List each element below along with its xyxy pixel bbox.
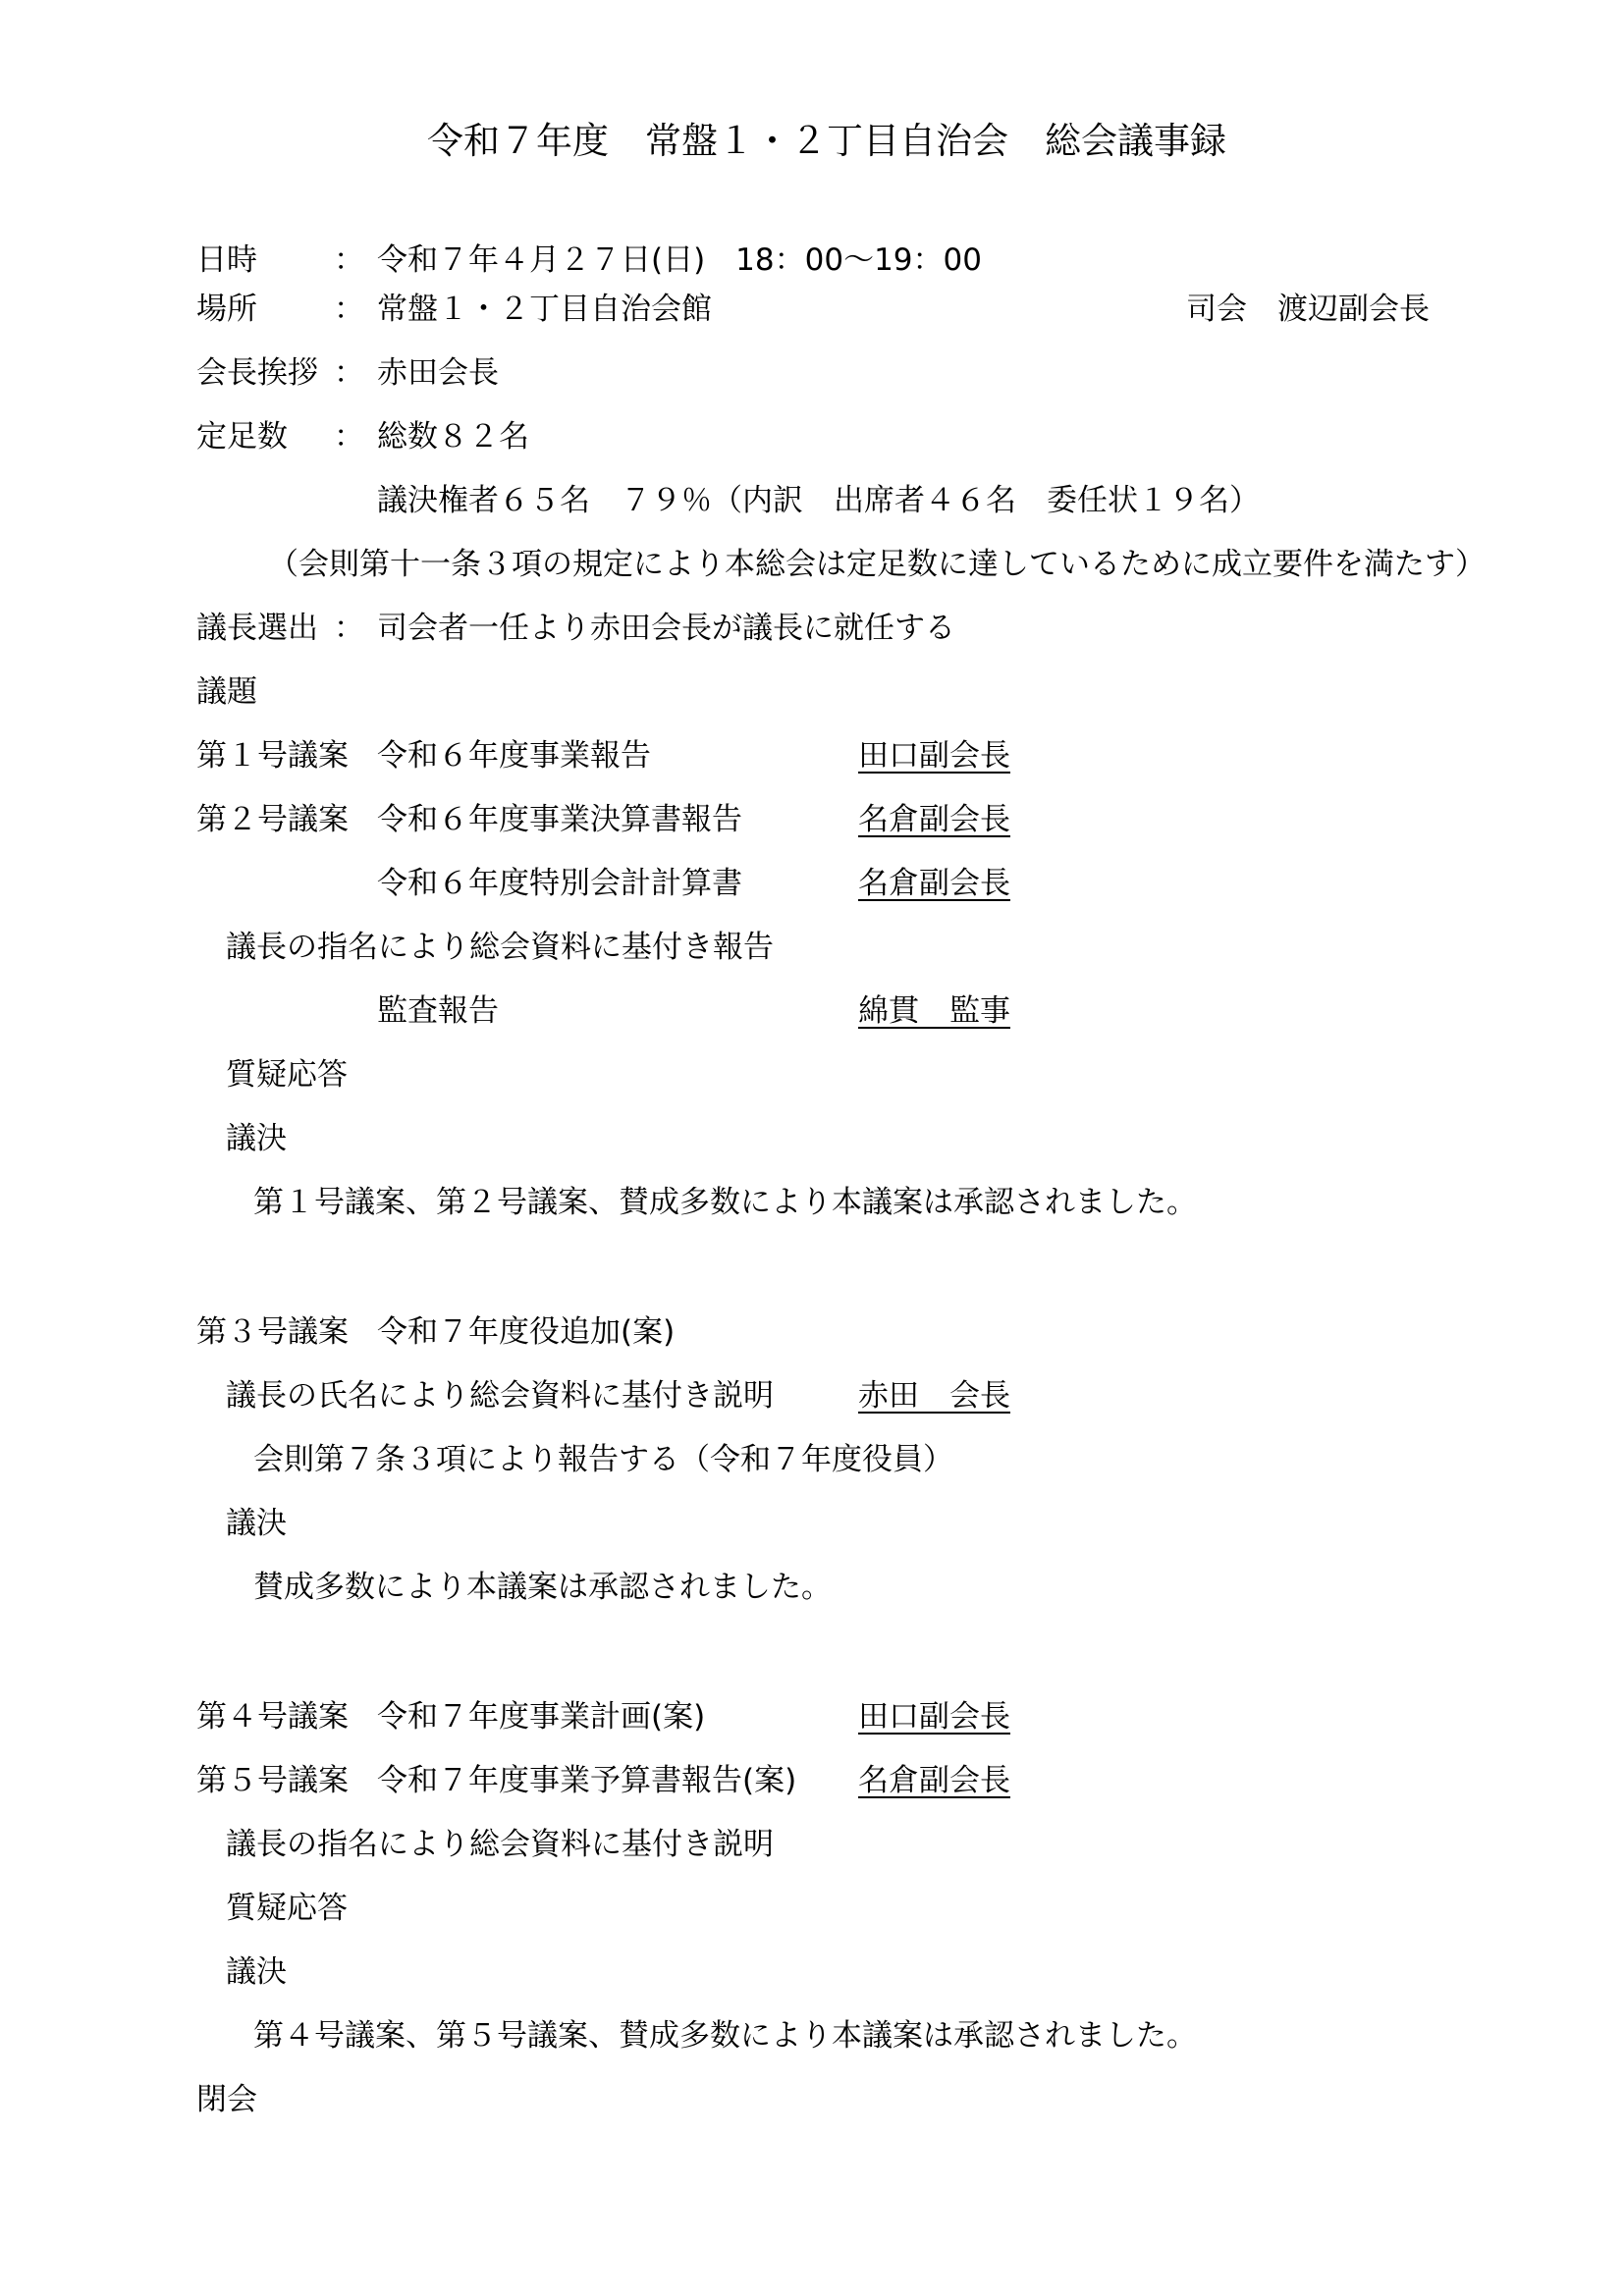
item5-number: 第５号議案 — [196, 1763, 349, 1798]
section2-resolution: 議決 — [226, 1506, 287, 1541]
item1-reporter: 田口副会長 — [858, 738, 1010, 774]
section1-result: 第１号議案、第２号議案、賛成多数により本議案は承認されました。 — [253, 1185, 1197, 1220]
item5-title: 令和７年度事業予算書報告(案) — [377, 1763, 797, 1798]
item4-number: 第４号議案 — [196, 1699, 349, 1735]
item1-title: 令和６年度事業報告 — [377, 738, 651, 774]
quorum-total: 総数８２名 — [377, 419, 529, 454]
item2b-reporter: 名倉副会長 — [858, 866, 1010, 901]
quorum-label: 定足数 — [196, 419, 288, 454]
quorum-sep: ： — [334, 419, 364, 454]
audit-title: 監査報告 — [377, 993, 499, 1029]
item2-title: 令和６年度事業決算書報告 — [377, 802, 742, 837]
greeting-label: 会長挨拶 — [196, 355, 318, 391]
chair-label: 議長選出 — [196, 611, 318, 646]
section2-result: 賛成多数により本議案は承認されました。 — [253, 1570, 832, 1605]
chair-value: 司会者一任より赤田会長が議長に就任する — [377, 611, 955, 646]
quorum-note: （会則第十一条３項の規定により本総会は定足数に達しているために成立要件を満たす） — [268, 547, 1486, 582]
section1-note: 議長の指名により総会資料に基付き報告 — [226, 930, 774, 965]
audit-reporter: 綿貫 監事 — [858, 993, 1010, 1029]
section3-qa: 質疑応答 — [226, 1891, 348, 1926]
item3-title: 令和７年度役追加(案) — [377, 1314, 676, 1350]
greeting-value: 赤田会長 — [377, 355, 499, 391]
item2b-title: 令和６年度特別会計計算書 — [377, 866, 742, 901]
agenda-heading: 議題 — [196, 674, 257, 710]
place-label: 場所 — [196, 292, 257, 327]
chair-sep: ： — [334, 611, 364, 646]
section1-qa: 質疑応答 — [226, 1057, 348, 1093]
datetime-sep: ： — [334, 242, 364, 278]
place-value: 常盤１・２丁目自治会館 — [377, 292, 712, 327]
closing: 閉会 — [196, 2082, 257, 2117]
section3-note: 議長の指名により総会資料に基付き説明 — [226, 1827, 774, 1862]
section2-note2: 会則第７条３項により報告する（令和７年度役員） — [253, 1442, 953, 1477]
item2-reporter: 名倉副会長 — [858, 802, 1010, 837]
item2-number: 第２号議案 — [196, 802, 349, 837]
section1-resolution: 議決 — [226, 1121, 287, 1156]
item4-reporter: 田口副会長 — [858, 1699, 1010, 1735]
document-title: 令和７年度 常盤１・２丁目自治会 総会議事録 — [427, 120, 1226, 162]
section3-result: 第４号議案、第５号議案、賛成多数により本議案は承認されました。 — [253, 2018, 1197, 2054]
section2-note: 議長の氏名により総会資料に基付き説明 — [226, 1378, 774, 1414]
mc-name: 司会 渡辺副会長 — [1186, 292, 1430, 327]
item5-reporter: 名倉副会長 — [858, 1763, 1010, 1798]
datetime-label: 日時 — [196, 242, 257, 278]
quorum-detail: 議決権者６５名 ７９％（内訳 出席者４６名 委任状１９名） — [377, 483, 1260, 518]
item1-number: 第１号議案 — [196, 738, 349, 774]
item4-title: 令和７年度事業計画(案) — [377, 1699, 706, 1735]
item3-number: 第３号議案 — [196, 1314, 349, 1350]
section2-reporter: 赤田 会長 — [858, 1378, 1010, 1414]
section3-resolution: 議決 — [226, 1954, 287, 1990]
greeting-sep: ： — [334, 355, 364, 391]
place-sep: ： — [334, 292, 364, 327]
datetime-value: 令和７年４月２７日(日) 18：00〜19：00 — [377, 242, 982, 278]
